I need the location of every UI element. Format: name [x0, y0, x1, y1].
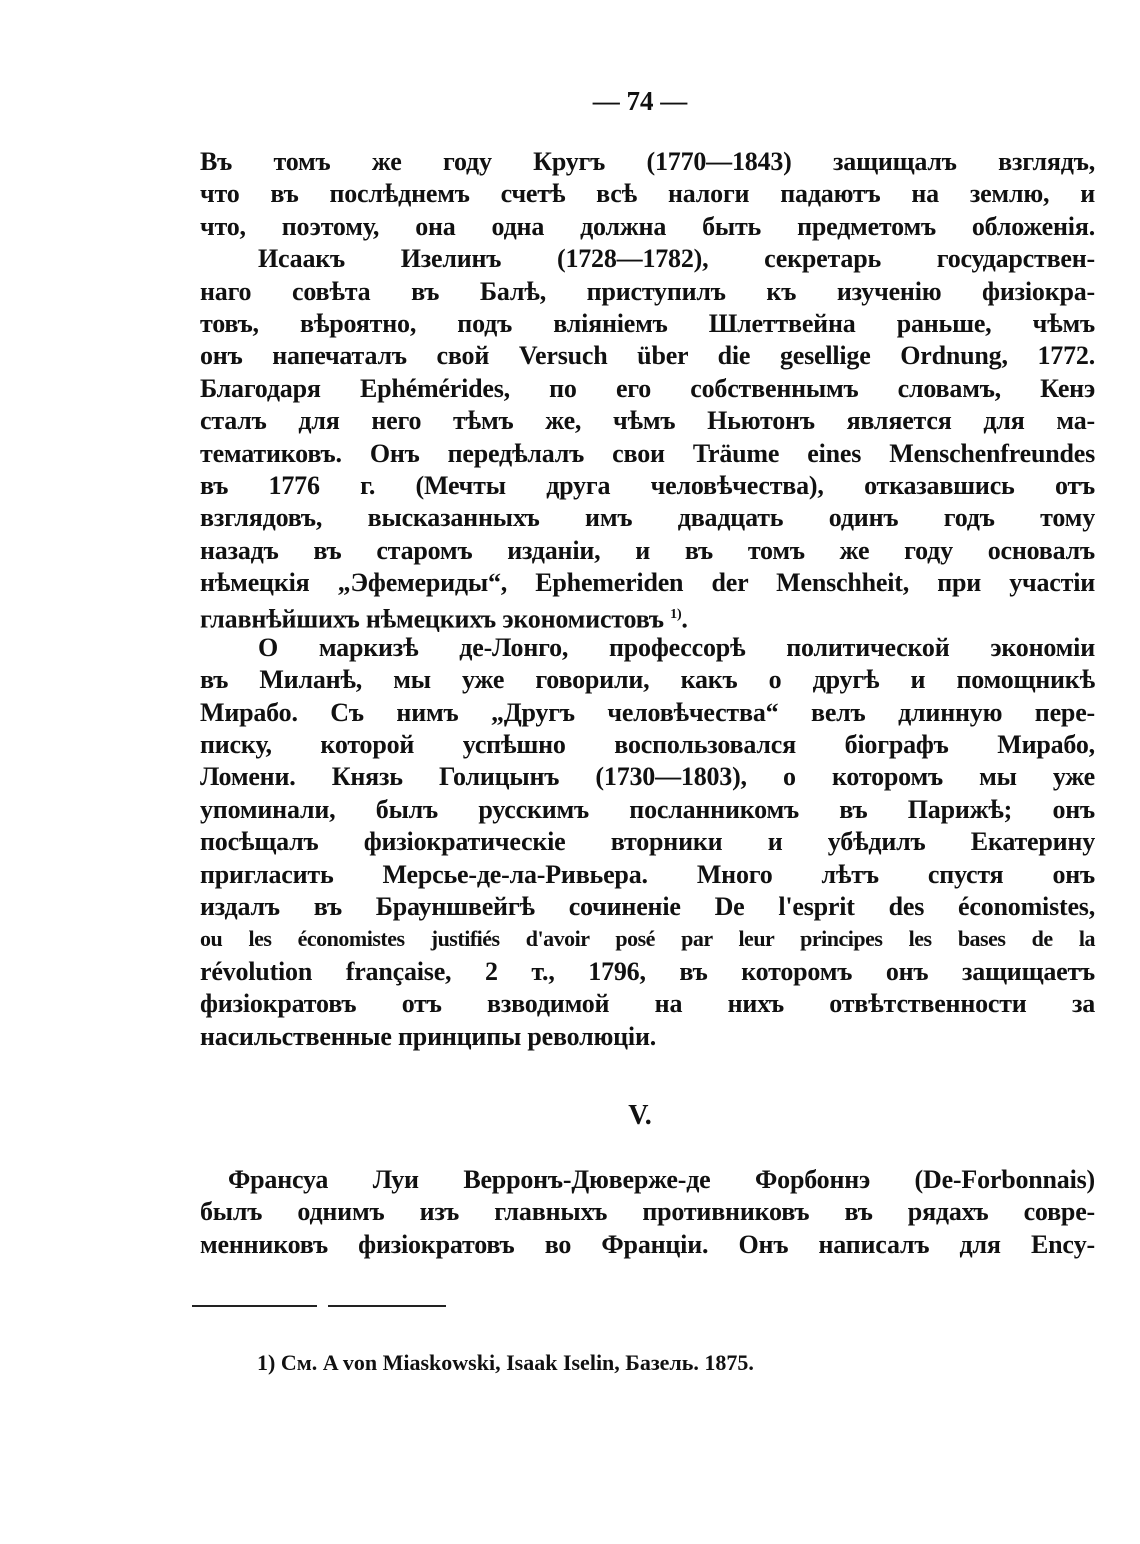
text-line: назадъ въ старомъ изданіи, и въ томъ же году основалъ: [200, 535, 1095, 565]
text-line: что, поэтому, она одна должна быть предметомъ обложенія.: [200, 211, 1095, 241]
text-line: взглядовъ, высказанныхъ имъ двадцать одинъ годъ тому: [200, 503, 1095, 533]
section-text: [200, 1164, 1095, 1261]
text-line: нѣмецкія „Эфемериды“, Ephemeriden der Menschheit, при участіи: [200, 568, 1095, 598]
footnote-ref[interactable]: 1): [670, 607, 682, 623]
text-line: Исаакъ Изелинъ (1728—1782), секретарь государствен-: [258, 244, 1095, 274]
text-line: тематиковъ. Онъ передѣлалъ свои Träume eines Menschenfreundes: [200, 438, 1095, 468]
text-line: посѣщалъ физiократическіе вторники и убѣдилъ Екатерину: [200, 827, 1095, 857]
footnote: 1) См. A von Miaskowski, Isaak Iselin, Базель. 1875.: [257, 1350, 754, 1375]
text-line: Ломени. Князь Голицынъ (1730—1803), о которомъ мы уже: [200, 762, 1095, 792]
paragraph: [200, 243, 1095, 635]
text-line: наго совѣта въ Балѣ, приступилъ къ изученію физiокра-: [200, 276, 1095, 306]
paragraph: [200, 146, 1095, 243]
text-line: главнѣйшихъ нѣмецкихъ экономистовъ $^{1)}$.: [200, 605, 688, 635]
text-line: Мирабо. Съ нимъ „Другъ человѣчества“ велъ длинную пере-: [200, 697, 1095, 727]
text-line: ou les économistes justifiés d'avoir posé par leur principes les bases de la: [200, 926, 1095, 952]
text-line: révolution française, 2 т., 1796, въ которомъ онъ защищаетъ: [200, 956, 1095, 986]
text-line: сталъ для него тѣмъ же, чѣмъ Ньютонъ является для ма-: [200, 406, 1095, 436]
text-line: товъ, вѣроятно, подъ вліяніемъ Шлеттвейна раньше, чѣмъ: [200, 308, 1095, 338]
section-heading: V.: [628, 1100, 652, 1131]
text-line: издалъ въ Брауншвейгѣ сочиненіе De l'esprit des économistes,: [200, 891, 1095, 921]
text-line: былъ однимъ изъ главныхъ противниковъ въ рядахъ совре-: [200, 1197, 1095, 1227]
text-line: упоминали, былъ русскимъ посланникомъ въ Парижѣ; онъ: [200, 794, 1095, 824]
text-line: пригласить Мерсье-де-ла-Ривьера. Много лѣтъ спустя онъ: [200, 859, 1095, 889]
footnote-divider: [192, 1305, 317, 1307]
text-line: Франсуа Луи Верронъ-Дюверже-де Форбоннэ (De-Forbonnais): [228, 1165, 1095, 1194]
text-line: менниковъ физiократовъ во Франціи. Онъ написалъ для Ency-: [200, 1229, 1095, 1259]
text-line: въ 1776 г. (Мечты друга человѣчества), отказавшись отъ: [200, 470, 1095, 500]
text-line: что въ послѣднемъ счетѣ всѣ налоги падаютъ на землю, и: [200, 179, 1095, 209]
paragraph: [200, 632, 1095, 1053]
text-line: насильственные принципы революціи.: [200, 1021, 657, 1051]
line-text: главнѣйшихъ нѣмецкихъ экономистовъ: [200, 605, 664, 635]
text-line: Благодаря Ephémérides, по его собственнымъ словамъ, Кенэ: [200, 373, 1095, 403]
page-number: — 74 —: [592, 86, 688, 116]
text-line: писку, которой успѣшно воспользовался біографъ Мирабо,: [200, 730, 1095, 760]
footnote-divider: [328, 1305, 446, 1307]
text-line: Въ томъ же году Кругъ (1770—1843) защищалъ взглядъ,: [200, 147, 1095, 176]
main-text: [200, 146, 1095, 1053]
text-line: О маркизѣ де-Лонго, профессорѣ политической экономіи: [258, 632, 1095, 662]
text-line: физiократовъ отъ взводимой на нихъ отвѣтственности за: [200, 989, 1095, 1019]
text-line: онъ напечаталъ свой Versuch über die gesellige Ordnung, 1772.: [200, 341, 1095, 371]
text-line: въ Миланѣ, мы уже говорили, какъ о другѣ и помощникѣ: [200, 665, 1095, 695]
